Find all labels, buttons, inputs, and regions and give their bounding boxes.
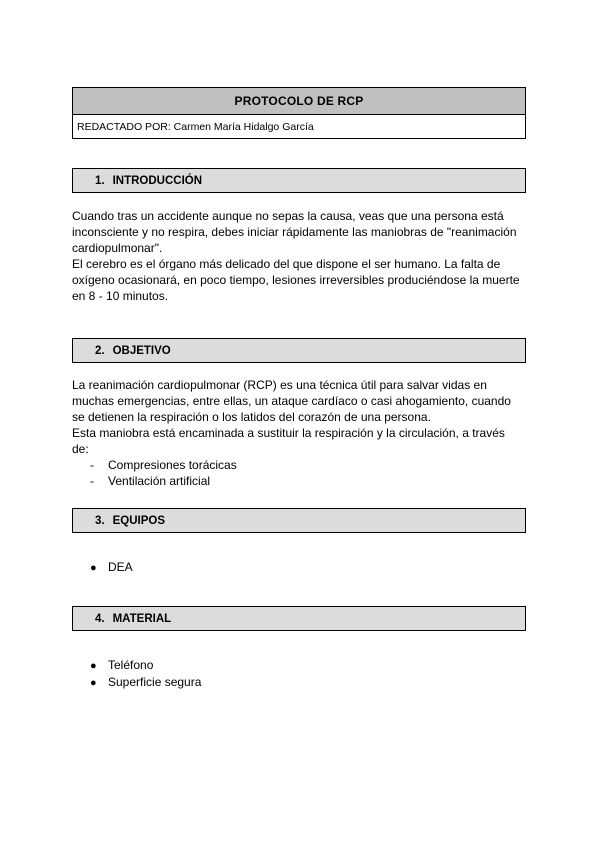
author-line: REDACTADO POR: Carmen María Hidalgo García (77, 120, 314, 133)
section-heading-equipos (72, 508, 526, 533)
introduccion-paragraph (72, 208, 532, 304)
list-item (90, 559, 133, 576)
section-title: INTRODUCCIÓN (112, 174, 203, 187)
bullet-icon: ● (90, 562, 97, 574)
list-item-text: Compresiones torácicas (108, 458, 237, 472)
section-heading-introduccion (72, 168, 526, 193)
text-line: La reanimación cardiopulmonar (RCP) es una técnica útil para salvar vidas en (72, 378, 487, 392)
text-line: cardiopulmonar". (72, 241, 163, 255)
text-line: oxígeno ocasionará, en poco tiempo, lesiones irreversibles produciéndose la muerte (72, 273, 520, 287)
section-heading-material (72, 606, 526, 631)
text-line: de: (72, 442, 89, 456)
section-title: MATERIAL (112, 612, 172, 625)
title-table (72, 87, 526, 139)
section-heading-objetivo (72, 338, 526, 363)
material-list (90, 657, 201, 691)
list-item (90, 457, 237, 473)
objetivo-list (90, 457, 237, 489)
list-item-text: DEA (108, 560, 133, 574)
objetivo-paragraph (72, 377, 532, 457)
section-number: 2. (95, 344, 105, 357)
section-title: EQUIPOS (112, 514, 165, 527)
list-item-text: Teléfono (108, 658, 154, 672)
document-title: PROTOCOLO DE RCP (73, 88, 525, 115)
bullet-icon: ● (90, 677, 97, 689)
text-line: Esta maniobra está encaminada a sustituir la respiración y la circulación, a través (72, 426, 505, 440)
section-title: OBJETIVO (112, 344, 171, 357)
text-line: en 8 - 10 minutos. (72, 289, 169, 303)
bullet-icon: ● (90, 660, 97, 672)
text-line: El cerebro es el órgano más delicado del que dispone el ser humano. La falta de (72, 257, 501, 271)
list-item (90, 674, 201, 691)
dash-marker: - (90, 474, 94, 488)
dash-marker: - (90, 458, 94, 472)
list-item (90, 657, 201, 674)
text-line: muchas emergencias, entre ellas, un ataque cardíaco o casi ahogamiento, cuando (72, 394, 511, 408)
equipos-list (90, 559, 133, 576)
section-number: 4. (95, 612, 105, 625)
list-item-text: Ventilación artificial (108, 474, 211, 488)
text-line: se detienen la respiración o los latidos del corazón de una persona. (72, 410, 431, 424)
text-line: Cuando tras un accidente aunque no sepas la causa, veas que una persona está (72, 209, 504, 223)
list-item (90, 473, 237, 489)
section-number: 3. (95, 514, 105, 527)
list-item-text: Superficie segura (108, 675, 202, 689)
text-line: inconsciente y no respira, debes iniciar rápidamente las maniobras de "reanimación (72, 225, 517, 239)
section-number: 1. (95, 174, 105, 187)
